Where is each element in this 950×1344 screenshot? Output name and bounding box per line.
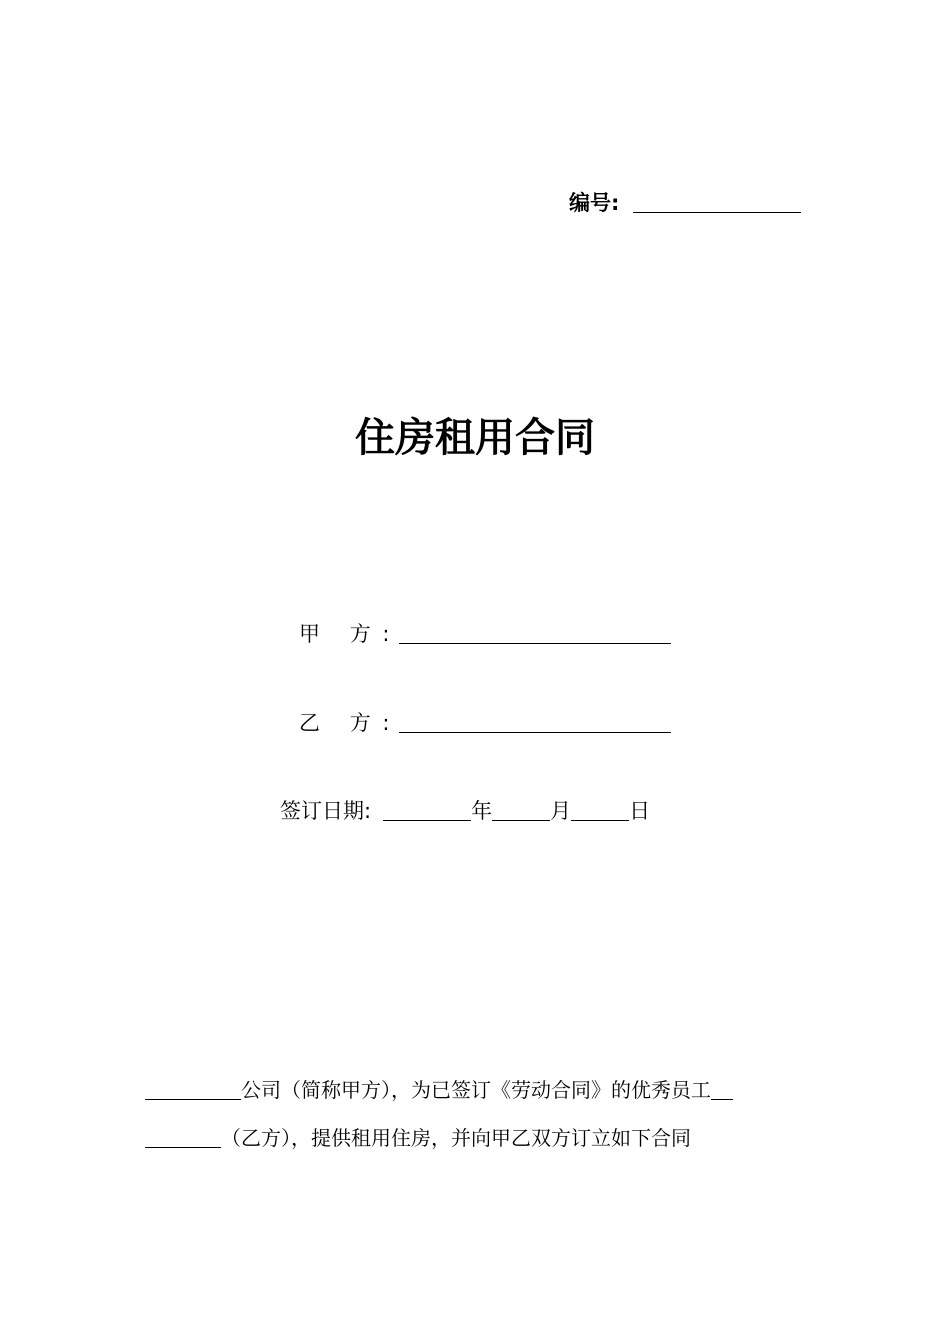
body-paragraph-line-2 <box>145 1124 691 1152</box>
party-a-label: 甲 方: <box>299 622 401 646</box>
signing-date-row <box>280 797 650 825</box>
body-paragraph-line-1 <box>145 1076 733 1104</box>
year-blank[interactable] <box>383 819 471 821</box>
party-a-row <box>299 620 671 648</box>
month-unit: 月 <box>550 799 572 823</box>
month-blank[interactable] <box>492 819 550 821</box>
document-number-label: 编号: <box>569 191 620 215</box>
document-number <box>569 189 801 217</box>
year-unit: 年 <box>471 799 493 823</box>
party-b-blank[interactable] <box>399 731 671 733</box>
day-blank[interactable] <box>571 819 629 821</box>
body-line-1-text: 公司（简称甲方），为已签订《劳动合同》的优秀员工 <box>241 1078 711 1102</box>
employee-name-blank-end[interactable] <box>145 1146 221 1148</box>
company-name-blank[interactable] <box>145 1098 241 1100</box>
party-b-row <box>299 709 671 737</box>
body-line-2-text: （乙方），提供租用住房，并向甲乙双方订立如下合同 <box>221 1126 691 1150</box>
document-number-blank[interactable] <box>633 211 801 213</box>
day-unit: 日 <box>629 799 651 823</box>
party-a-blank[interactable] <box>399 642 671 644</box>
employee-name-blank-start[interactable] <box>711 1098 733 1100</box>
party-b-label: 乙 方: <box>299 711 401 735</box>
signing-date-label: 签订日期: <box>280 799 372 823</box>
page-title: 住房租用合同 <box>355 415 595 461</box>
